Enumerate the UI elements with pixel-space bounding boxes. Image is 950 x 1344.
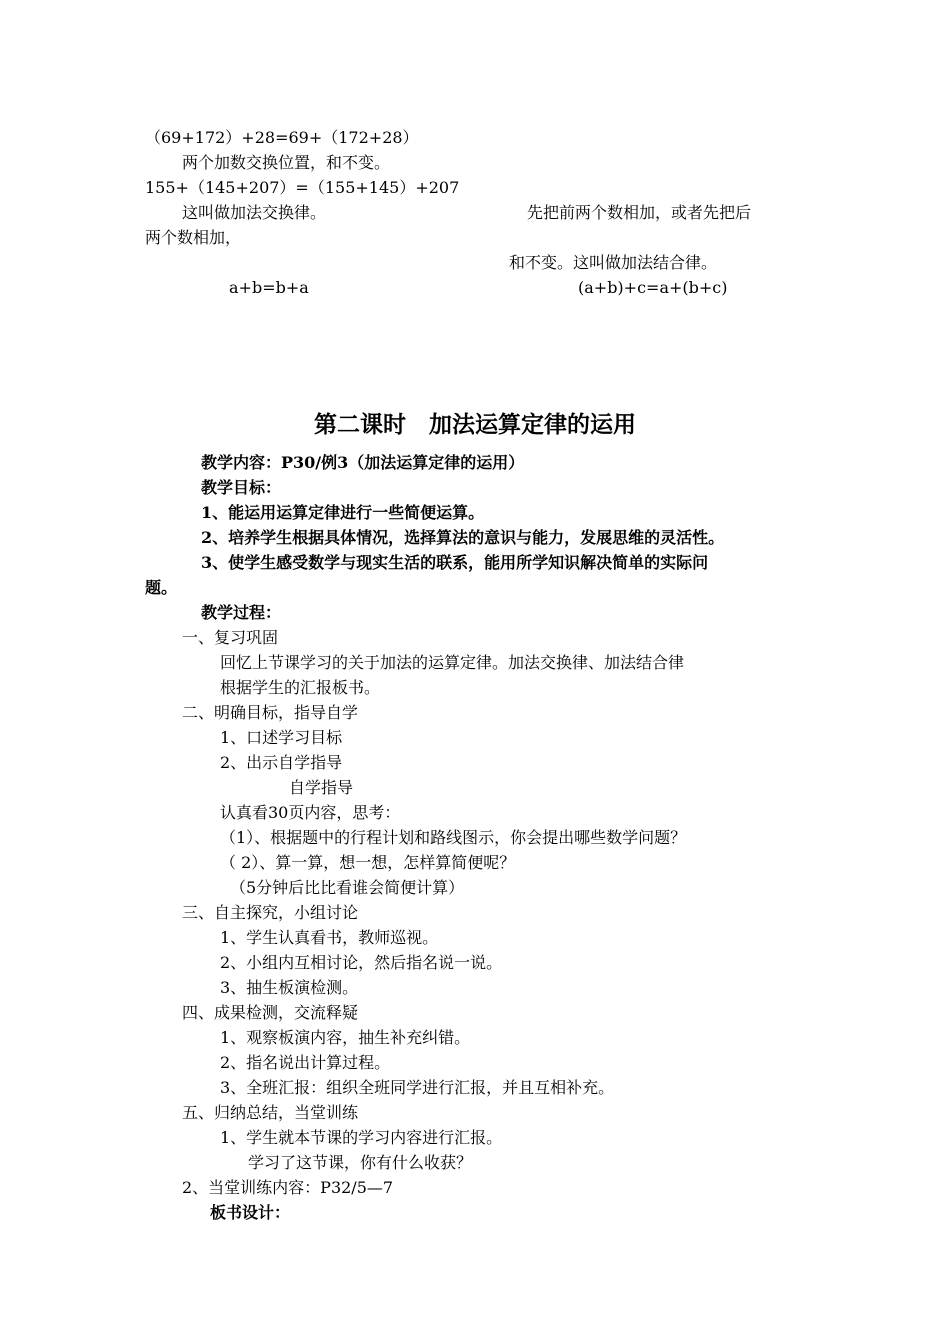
text-associative-cont: 两个数相加， [145,228,242,247]
section-5-heading: 五、归纳总结，当堂训练 [182,1103,359,1122]
section-3-heading: 三、自主探究，小组讨论 [182,903,359,922]
text-line-commutative-note: 两个加数交换位置，和不变。 [182,153,391,172]
section-2-line-5: （1）、根据题中的行程计划和路线图示，你会提出哪些数学问题？ [220,828,687,847]
section-5-line-3: 2、当堂训练内容：P32/5—7 [182,1178,394,1197]
section-1-line-2: 根据学生的汇报板书。 [220,678,381,697]
section-2-line-7: （5分钟后比比看谁会简便计算） [230,878,465,897]
section-1-line-1: 回忆上节课学习的关于加法的运算定律。加法交换律、加法结合律 [220,653,685,672]
text-associative-law: 和不变。这叫做加法结合律。 [509,253,718,272]
goals-heading: 教学目标： [201,478,282,497]
page-title: 第二课时 加法运算定律的运用 [314,411,636,438]
section-2-line-3: 自学指导 [289,778,354,797]
section-5-line-1: 1、学生就本节课的学习内容进行汇报。 [220,1128,503,1147]
goal-3: 3、使学生感受数学与现实生活的联系，能用所学知识解决简单的实际问 [201,553,709,572]
equation-line-1: （69+172）+28=69+（172+28） [145,128,419,147]
teaching-content: 教学内容：P30/例3（加法运算定律的运用） [201,453,525,472]
goal-3-cont: 题。 [145,578,178,597]
section-3-line-1: 1、学生认真看书，教师巡视。 [220,928,439,947]
text-associative-intro: 先把前两个数相加，或者先把后 [527,203,752,222]
board-design-heading: 板书设计： [210,1203,291,1222]
section-1-heading: 一、复习巩固 [182,628,279,647]
section-3-line-3: 3、抽生板演检测。 [220,978,359,997]
equation-line-2: 155+（145+207）=（155+145）+207 [145,178,460,197]
section-2-line-1: 1、口述学习目标 [220,728,343,747]
section-5-line-2: 学习了这节课，你有什么收获？ [248,1153,473,1172]
section-2-line-6: （ 2）、算一算，想一想，怎样算简便呢？ [220,853,516,872]
section-4-line-2: 2、指名说出计算过程。 [220,1053,391,1072]
text-commutative-law: 这叫做加法交换律。 [182,203,327,222]
section-2-line-2: 2、出示自学指导 [220,753,343,772]
section-4-line-1: 1、观察板演内容，抽生补充纠错。 [220,1028,471,1047]
section-4-heading: 四、成果检测，交流释疑 [182,1003,359,1022]
section-2-heading: 二、明确目标，指导自学 [182,703,359,722]
formula-associative: (a+b)+c=a+(b+c) [578,278,728,297]
section-4-line-3: 3、全班汇报：组织全班同学进行汇报，并且互相补充。 [220,1078,615,1097]
section-2-line-4: 认真看30页内容，思考： [220,803,401,822]
goal-1: 1、能运用运算定律进行一些简便运算。 [201,503,485,522]
process-heading: 教学过程： [201,603,282,622]
section-3-line-2: 2、小组内互相讨论，然后指名说一说。 [220,953,503,972]
goal-2: 2、培养学生根据具体情况，选择算法的意识与能力，发展思维的灵活性。 [201,528,725,547]
formula-commutative: a+b=b+a [229,278,309,297]
